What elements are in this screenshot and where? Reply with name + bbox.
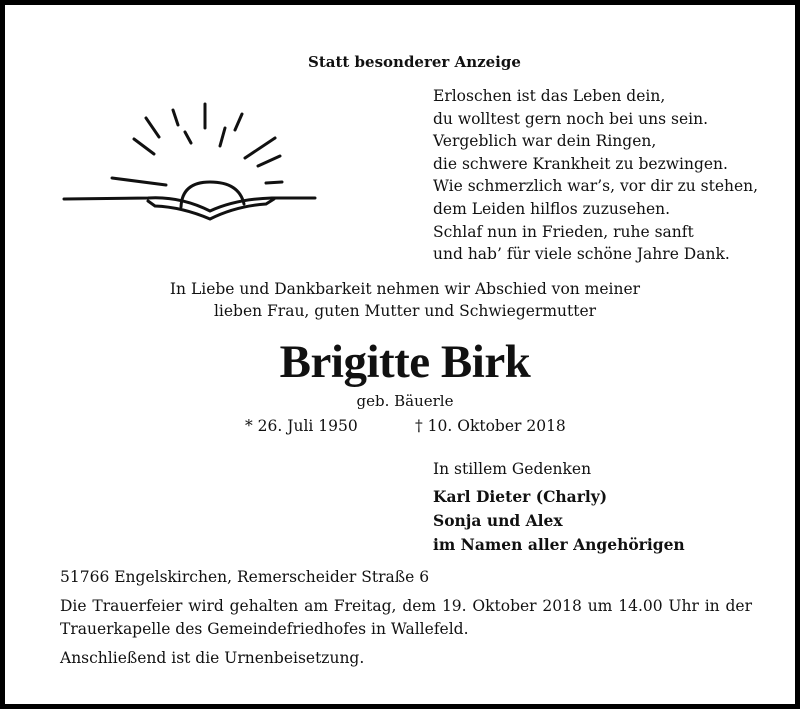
family-address: 51766 Engelskirchen, Remerscheider Straße 6 — [60, 568, 430, 586]
mourners-block — [433, 457, 685, 557]
maiden-name: geb. Bäuerle — [356, 392, 454, 410]
poem-line: du wolltest gern noch bei uns sein. — [433, 109, 708, 128]
poem-line: dem Leiden hilflos zuzusehen. — [433, 199, 671, 218]
memorial-poem — [433, 85, 758, 266]
birth-date: * 26. Juli 1950 — [245, 417, 358, 435]
poem-line: Vergeblich war dein Ringen, — [433, 132, 657, 151]
farewell-intro — [5, 278, 800, 322]
poem-line: die schwere Krankheit zu bezwingen. — [433, 154, 728, 173]
intro-line: lieben Frau, guten Mutter und Schwiegermutter — [213, 302, 597, 320]
funeral-service-info: Die Trauerfeier wird gehalten am Freitag, dem 19. Oktober 2018 um 14.00 Uhr in der Trauerkapelle des Gemeindefriedhofes in Wallefeld. — [60, 597, 752, 638]
mourners-intro: In stillem Gedenken — [433, 460, 592, 478]
notice-heading: Statt besonderer Anzeige — [308, 53, 521, 71]
death-date: † 10. Oktober 2018 — [415, 417, 566, 435]
poem-line: und hab’ für viele schöne Jahre Dank. — [433, 245, 730, 264]
mourner-name: Sonja und Alex — [433, 511, 563, 530]
poem-line: Erloschen ist das Leben dein, — [433, 87, 666, 105]
mourners-names — [433, 485, 685, 557]
poem-line: Wie schmerzlich war’s, vor dir zu stehen, — [433, 177, 759, 196]
urn-burial-note: Anschließend ist die Urnenbeisetzung. — [60, 649, 365, 667]
poem-line: Schlaf nun in Frieden, ruhe sanft — [433, 222, 694, 241]
setting-sun-over-open-book-icon — [60, 100, 320, 225]
mourner-name: Karl Dieter (Charly) — [433, 487, 608, 506]
mourner-name: im Namen aller Angehörigen — [433, 535, 685, 554]
intro-line: In Liebe und Dankbarkeit nehmen wir Abschied von meiner — [169, 280, 641, 298]
deceased-name: Brigitte Birk — [279, 336, 531, 388]
